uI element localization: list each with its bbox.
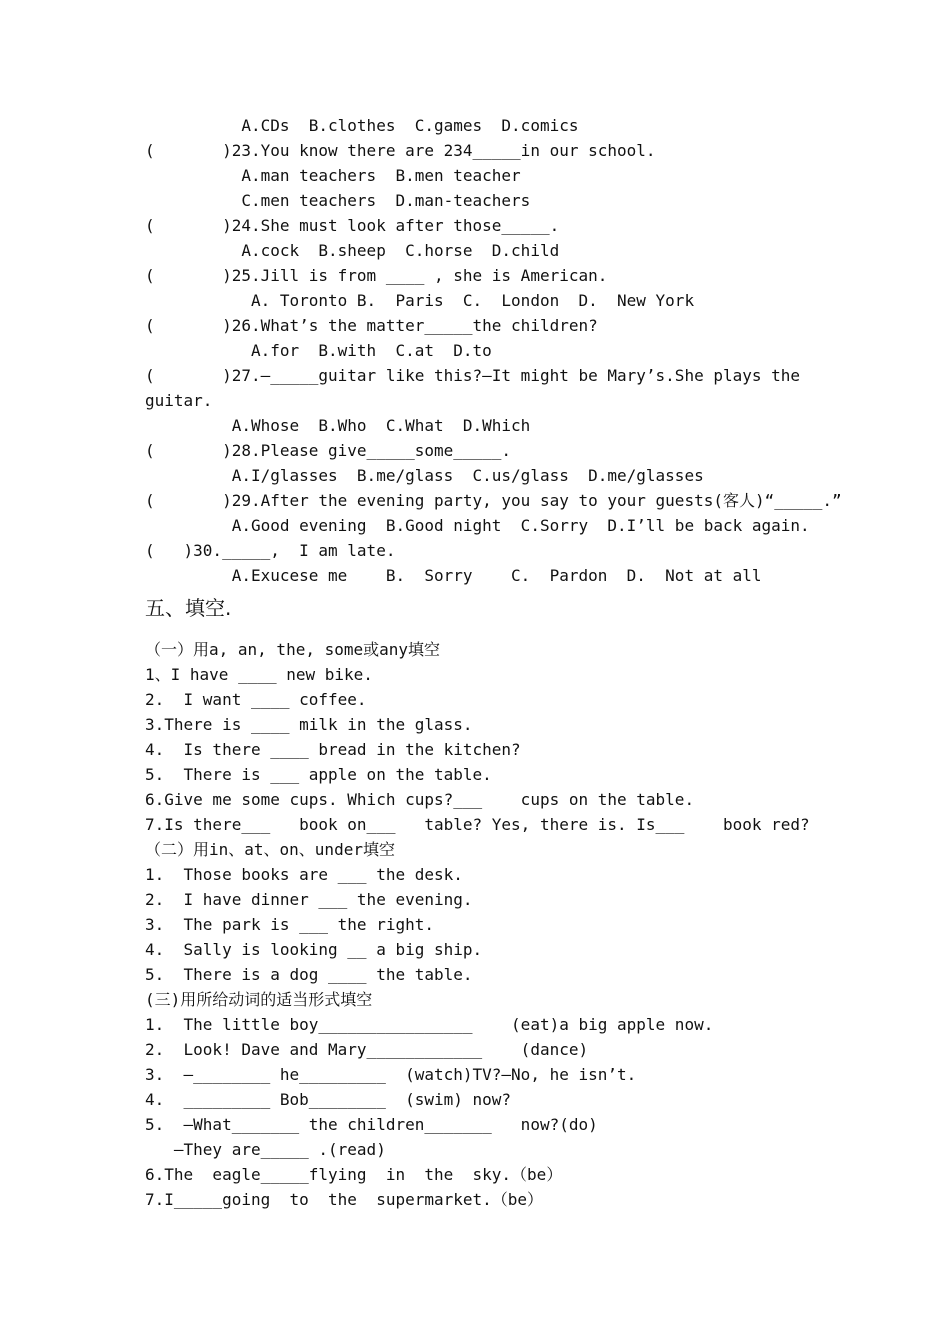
q24-question: ( )24.She must look after those_____. (145, 216, 560, 235)
q28-options: A.I/glasses B.me/glass C.us/glass D.me/glasses (145, 466, 704, 485)
q23-question: ( )23.You know there are 234_____in our school. (145, 141, 656, 160)
q25-question: ( )25.Jill is from ____ , she is American. (145, 266, 608, 285)
q27-question-cont: guitar. (145, 391, 213, 410)
fill-7: 7.Is there___ book on___ table? Yes, there is. Is___ book red? (145, 815, 810, 834)
q30-question: ( )30._____, I am late. (145, 541, 396, 560)
part-three-heading: (三)用所给动词的适当形式填空 (145, 990, 373, 1009)
verb-6: 6.The eagle_____flying in the sky.（be） (145, 1165, 563, 1184)
q23-options-cd: C.men teachers D.man-teachers (145, 191, 531, 210)
q28-question: ( )28.Please give_____some_____. (145, 441, 512, 460)
verb-2: 2. Look! Dave and Mary____________ (dance) (145, 1040, 589, 1059)
verb-3: 3. —________ he_________ (watch)TV?—No, he isn’t. (145, 1065, 637, 1084)
verb-5-answer: —They are_____ .(read) (145, 1140, 386, 1159)
q30-options: A.Exucese me B. Sorry C. Pardon D. Not at all (145, 566, 762, 585)
q29-options: A.Good evening B.Good night C.Sorry D.I’ll be back again. (145, 516, 810, 535)
verb-5: 5. —What_______ the children_______ now?(do) (145, 1115, 598, 1134)
fill-4: 4. Is there ____ bread in the kitchen? (145, 740, 521, 759)
q24-options: A.cock B.sheep C.horse D.child (145, 241, 560, 260)
q26-question: ( )26.What’s the matter_____the children? (145, 316, 598, 335)
q26-options: A.for B.with C.at D.to (145, 341, 492, 360)
verb-1: 1. The little boy________________ (eat)a big apple now. (145, 1015, 714, 1034)
fill-6: 6.Give me some cups. Which cups?___ cups on the table. (145, 790, 695, 809)
prep-4: 4. Sally is looking __ a big ship. (145, 940, 483, 959)
q27-options: A.Whose B.Who C.What D.Which (145, 416, 531, 435)
q29-question: ( )29.After the evening party, you say to your guests(客人)“_____.” (145, 491, 842, 510)
q22-options: A.CDs B.clothes C.games D.comics (145, 116, 579, 135)
prep-5: 5. There is a dog ____ the table. (145, 965, 473, 984)
part-one-heading: （一）用a, an, the, some或any填空 (145, 640, 441, 659)
prep-3: 3. The park is ___ the right. (145, 915, 434, 934)
part-two-heading: （二）用in、at、on、under填空 (145, 840, 395, 859)
fill-5: 5. There is ___ apple on the table. (145, 765, 492, 784)
prep-1: 1. Those books are ___ the desk. (145, 865, 463, 884)
prep-2: 2. I have dinner ___ the evening. (145, 890, 473, 909)
q23-options-ab: A.man teachers B.men teacher (145, 166, 521, 185)
q25-options: A. Toronto B. Paris C. London D. New York (145, 291, 695, 310)
verb-7: 7.I_____going to the supermarket.（be） (145, 1190, 544, 1209)
fill-2: 2. I want ____ coffee. (145, 690, 367, 709)
fill-1: 1、I have ____ new bike. (145, 665, 373, 684)
fill-3: 3.There is ____ milk in the glass. (145, 715, 473, 734)
verb-4: 4. _________ Bob________ (swim) now? (145, 1090, 512, 1109)
q27-question: ( )27.—_____guitar like this?—It might be Mary’s.She plays the (145, 366, 801, 385)
section-five-heading: 五、填空. (145, 596, 232, 620)
